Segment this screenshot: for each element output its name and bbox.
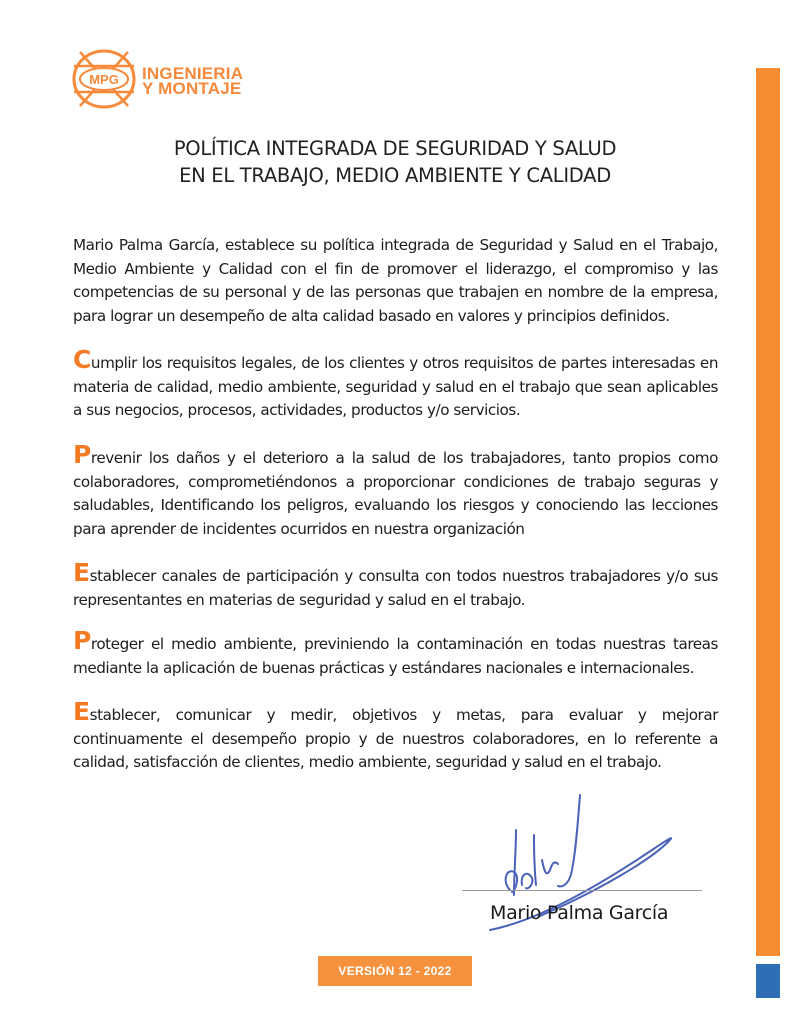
policy-item [73, 626, 718, 680]
side-accent-bar-orange [756, 68, 780, 956]
policy-item [73, 558, 718, 612]
title-line-1: POLÍTICA INTEGRADA DE SEGURIDAD Y SALUD [173, 137, 617, 160]
title-line-2: EN EL TRABAJO, MEDIO AMBIENTE Y CALIDAD [179, 164, 611, 187]
logo-badge-text: MPG [89, 72, 119, 87]
policy-item-text: stablecer canales de participación y consulta con todos nuestros trabajadores y/o sus representantes en materias de seguridad y salud en el trabajo. [73, 567, 718, 609]
policy-item [73, 697, 718, 775]
intro-paragraph: Mario Palma García, establece su política integrada de Seguridad y Salud en el Trabajo, Medio Ambiente y Calidad con el fin de promover el liderazgo, el compromiso y las competencias de su personal y de las personas que trabajen en nombre de la empresa, para lograr un desempeño de alta calidad basado en valores y principios definidos. [73, 236, 718, 325]
logo-line-2: Y MONTAJE [142, 79, 242, 98]
policy-item-initial: E [73, 697, 90, 726]
policy-item [73, 440, 718, 541]
signatory-name: Mario Palma García [490, 902, 669, 924]
policy-item-initial: P [73, 440, 91, 469]
logo-wordmark [142, 66, 243, 96]
policy-item-initial: E [73, 558, 90, 587]
policy-item-text: umplir los requisitos legales, de los clientes y otros requisitos de partes interesadas en materia de calidad, medio ambiente, seguridad y salud en el trabajo que sean aplicables a sus negocios, procesos, actividades, productos y/o servicios. [73, 354, 718, 419]
company-logo [66, 44, 266, 114]
document-title [120, 135, 670, 189]
version-badge: VERSIÓN 12 - 2022 [318, 956, 472, 986]
logo-line-1: INGENIERIA [142, 64, 244, 83]
policy-item-initial: C [73, 345, 91, 374]
policy-item [73, 345, 718, 423]
policy-item-text: roteger el medio ambiente, previniendo la contaminación en todas nuestras tareas mediante la aplicación de buenas prácticas y estándares nacionales e internacionales. [73, 635, 718, 677]
policy-item-initial: P [73, 626, 91, 655]
signature-line [462, 890, 702, 891]
side-accent-bar-blue [756, 964, 780, 998]
logo-emblem-icon [66, 44, 146, 114]
policy-item-text: revenir los daños y el deterioro a la salud de los trabajadores, tanto propios como colaboradores, comprometiéndonos a proporcionar condiciones de trabajo seguras y saludables, Identificando los peligros, evaluando los riesgos y conociendo las lecciones para aprender de incidentes ocurridos en nuestra organización [73, 449, 718, 538]
policy-item-text: stablecer, comunicar y medir, objetivos y metas, para evaluar y mejorar continuamente el desempeño propio y de nuestros colaboradores, en lo referente a calidad, satisfacción de clientes, medio ambiente, seguridad y salud en el trabajo. [73, 706, 718, 771]
